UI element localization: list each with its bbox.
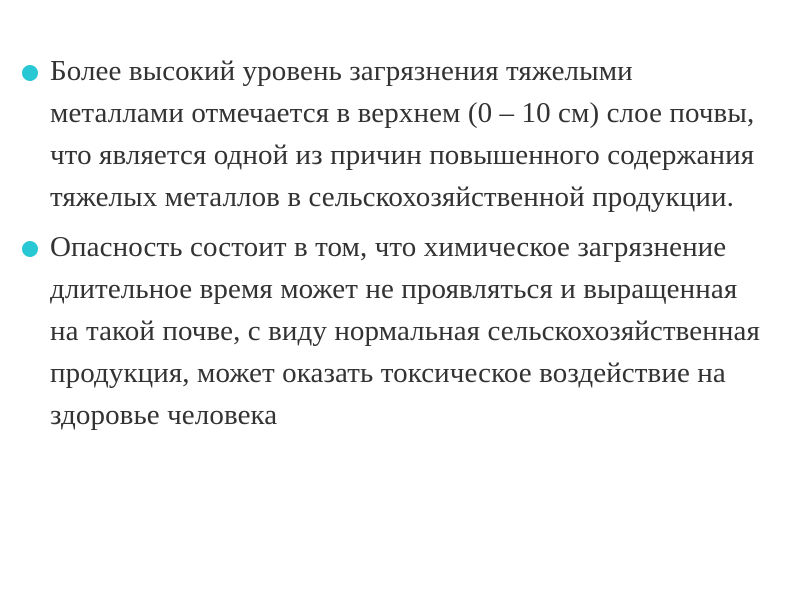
bullet-dot-icon	[22, 241, 38, 257]
bullet-text-2: Опасность состоит в том, что химическое загрязнение длительное время может не проявляться и выращенная на такой почве, с виду нормальная сельскохозяйственная продукция, может оказать токсическое воздействие на здоровье человека	[50, 231, 760, 431]
bullet-dot-icon	[22, 65, 38, 81]
bullet-item-2	[22, 226, 772, 436]
bullet-text-1: Более высокий уровень загрязнения тяжелыми металлами отмечается в верхнем (0 – 10 см) слое почвы, что является одной из причин повышенного содержания тяжелых металлов в сельскохозяйственной продукции.	[50, 55, 755, 213]
bullet-list	[22, 50, 772, 444]
bullet-item-1	[22, 50, 772, 218]
